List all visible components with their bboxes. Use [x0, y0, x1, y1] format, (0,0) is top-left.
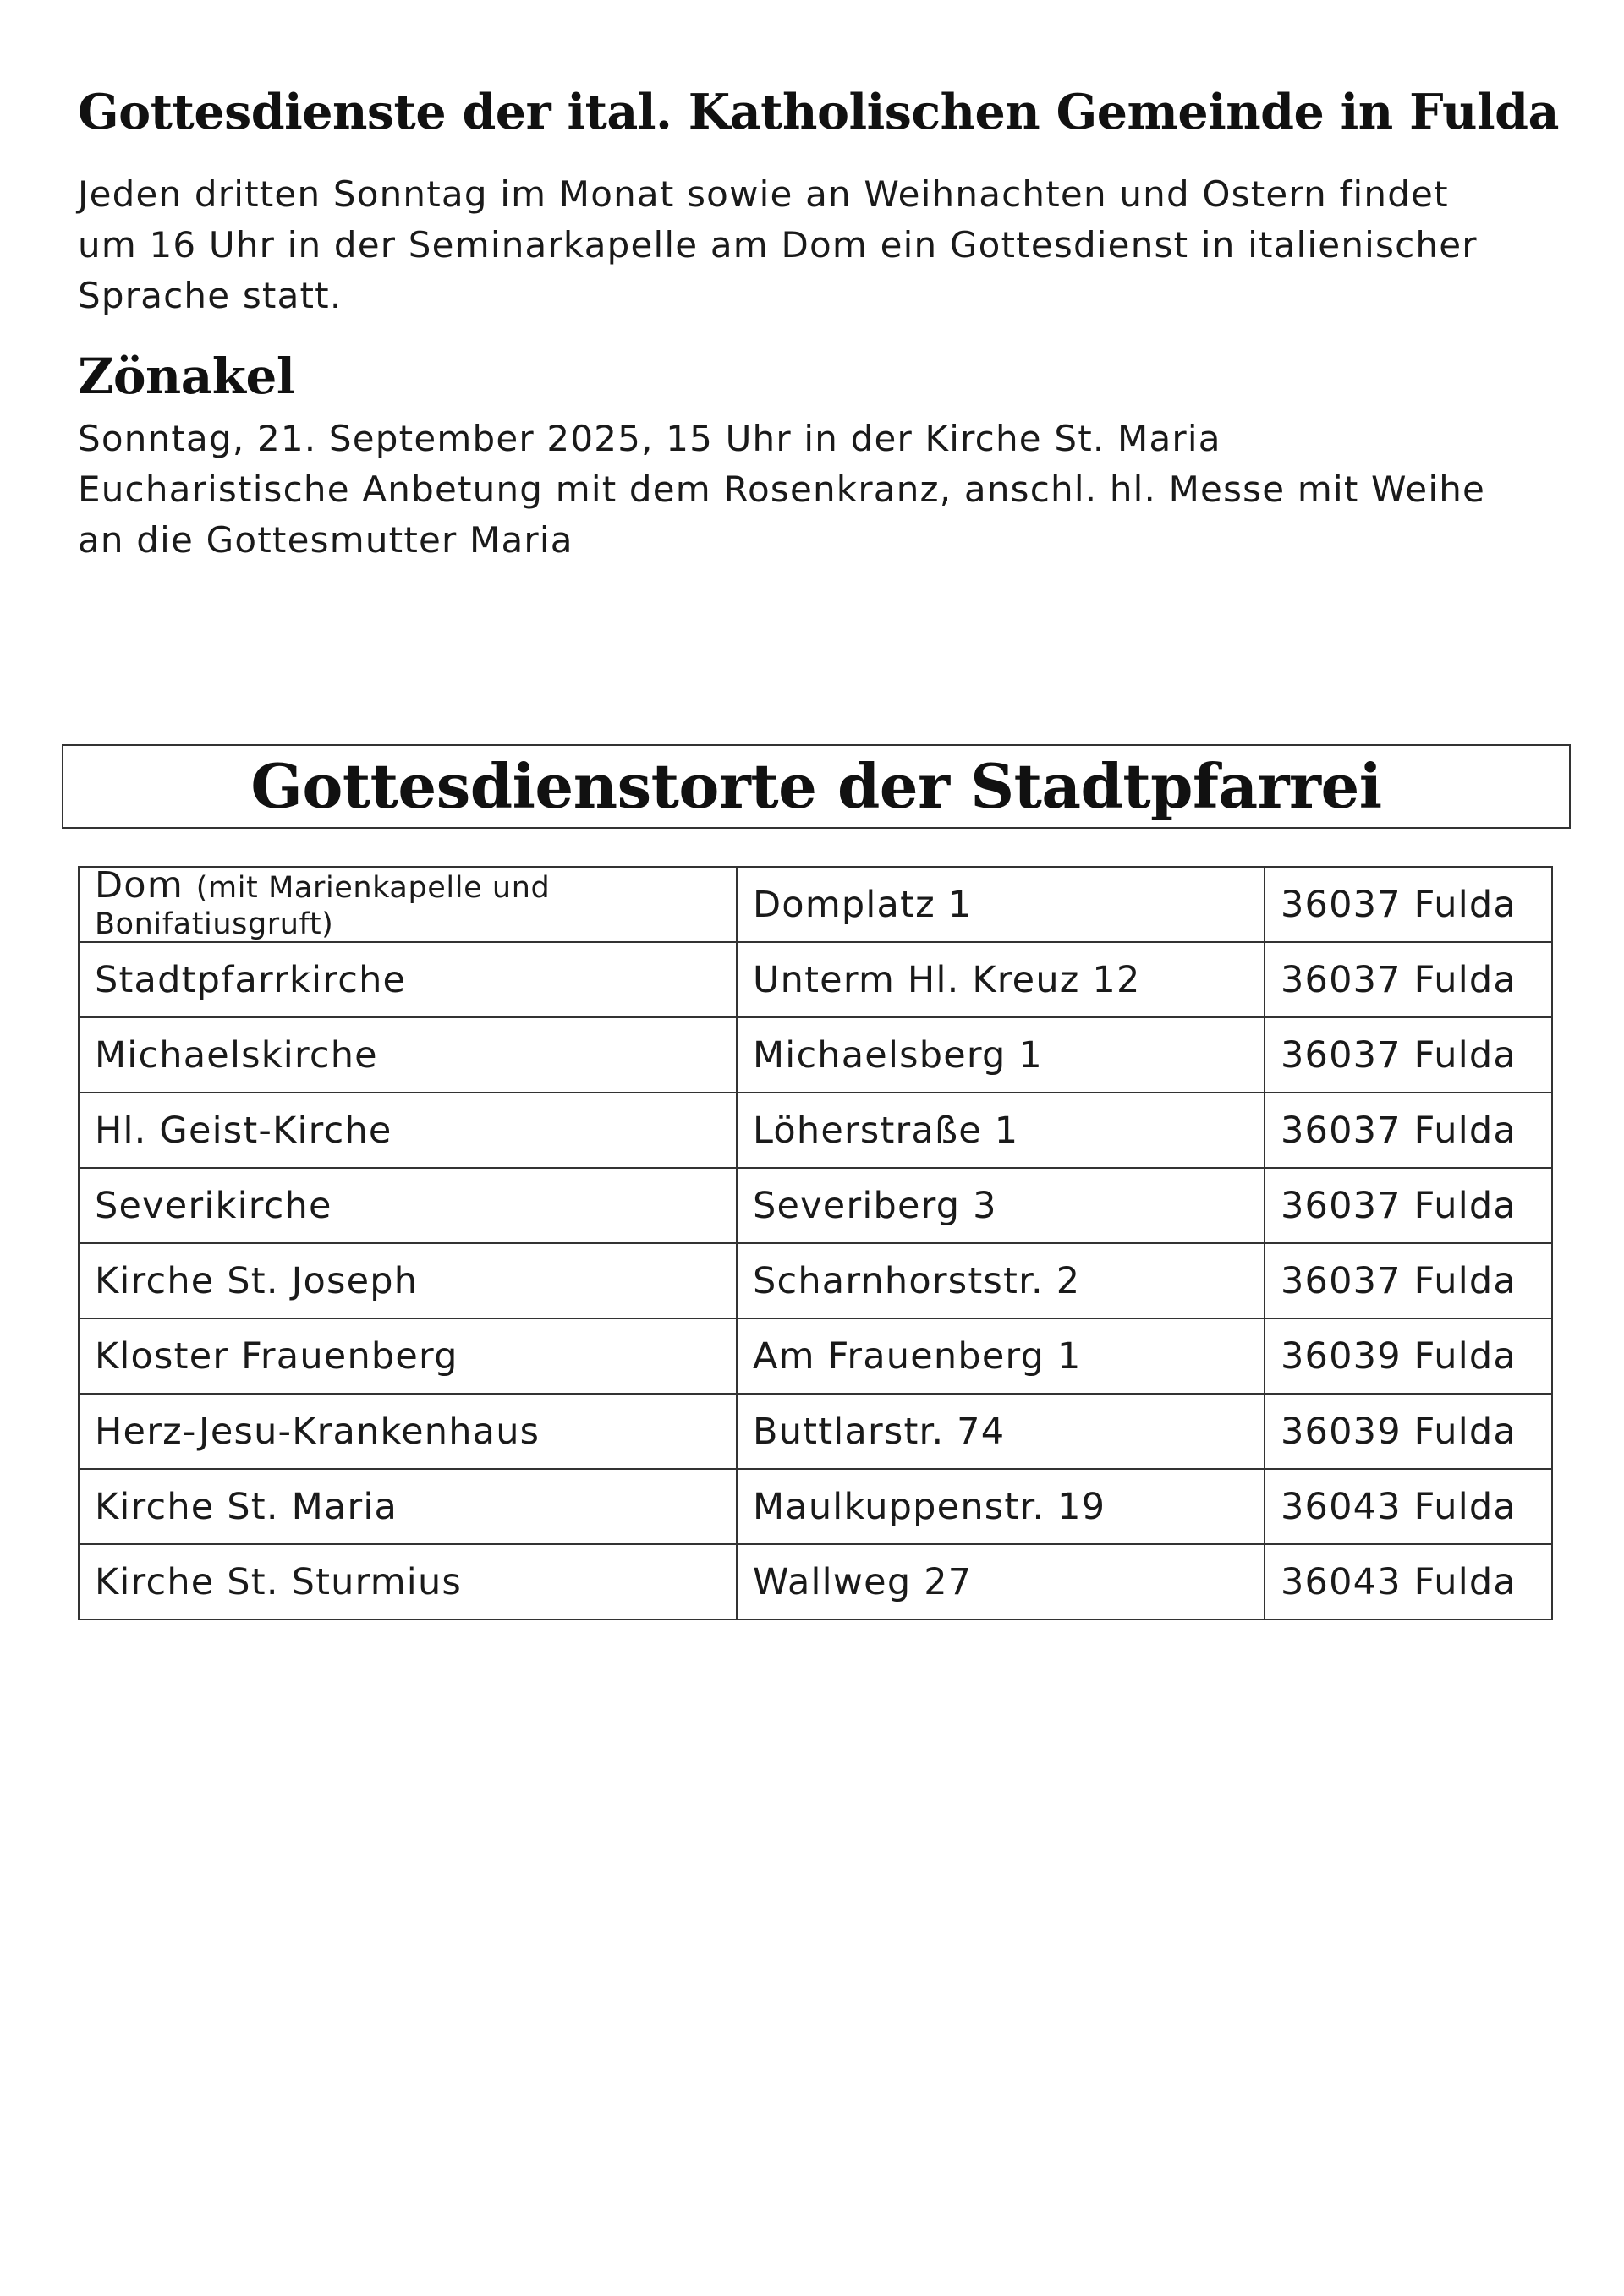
location-city: 36037 Fulda: [1265, 1168, 1552, 1243]
location-address: Wallweg 27: [737, 1544, 1265, 1619]
location-name-cell: [79, 1243, 737, 1318]
location-name: Stadtpfarrkirche: [95, 958, 407, 1001]
location-address: Buttlarstr. 74: [737, 1394, 1265, 1469]
location-name-cell: [79, 1469, 737, 1544]
location-name: Kirche St. Sturmius: [95, 1560, 463, 1603]
locations-table: [78, 863, 1553, 1620]
table-row: [79, 1168, 1552, 1243]
location-name: Hl. Geist-Kirche: [95, 1109, 392, 1152]
locations-title: Gottesdienstorte der Stadtpfarrei: [250, 750, 1382, 822]
location-name-cell: [79, 1544, 737, 1619]
location-city: 36043 Fulda: [1265, 1544, 1552, 1619]
location-address: Domplatz 1: [737, 867, 1265, 942]
location-city: 36037 Fulda: [1265, 1093, 1552, 1168]
zoenakel-heading: Zönakel: [78, 348, 295, 405]
location-city: 36037 Fulda: [1265, 867, 1552, 942]
table-row: [79, 1318, 1552, 1394]
zoenakel-line: Sonntag, 21. September 2025, 15 Uhr in der Kirche St. Maria: [78, 418, 1221, 459]
location-name: Michaelskirche: [95, 1033, 378, 1077]
location-name: Herz-Jesu-Krankenhaus: [95, 1410, 540, 1453]
location-name-cell: [79, 1093, 737, 1168]
location-city: 36039 Fulda: [1265, 1394, 1552, 1469]
location-name-with-note: [95, 863, 736, 941]
location-name: Severikirche: [95, 1184, 332, 1227]
location-city: 36037 Fulda: [1265, 1017, 1552, 1093]
location-name: Kirche St. Maria: [95, 1485, 398, 1528]
table-row: [79, 1544, 1552, 1619]
location-name-cell: [79, 1318, 737, 1394]
location-name-cell: [79, 1168, 737, 1243]
location-city: 36037 Fulda: [1265, 942, 1552, 1017]
table-row: [79, 1394, 1552, 1469]
location-address: Unterm Hl. Kreuz 12: [737, 942, 1265, 1017]
locations-table-body: [79, 863, 1552, 1619]
location-city: 36043 Fulda: [1265, 1469, 1552, 1544]
intro-line: um 16 Uhr in der Seminarkapelle am Dom ein Gottesdienst in italienischer: [78, 224, 1478, 266]
intro-line: Jeden dritten Sonntag im Monat sowie an Weihnachten und Ostern findet: [78, 173, 1449, 215]
location-name: Dom: [95, 863, 184, 907]
main-heading: Gottesdienste der ital. Katholischen Gemeinde in Fulda: [78, 84, 1559, 140]
table-row: [79, 1469, 1552, 1544]
location-name-cell: [79, 942, 737, 1017]
intro-paragraph: [78, 169, 1478, 321]
table-row: [79, 1093, 1552, 1168]
location-name-cell: [79, 863, 737, 942]
location-address: Scharnhorststr. 2: [737, 1243, 1265, 1318]
table-row: [79, 867, 1552, 942]
table-row: [79, 1243, 1552, 1318]
location-name: Kloster Frauenberg: [95, 1334, 458, 1378]
location-name: Kirche St. Joseph: [95, 1259, 419, 1302]
location-address: Löherstraße 1: [737, 1093, 1265, 1168]
location-note: (mit Marienkapelle und Bonifatiusgruft): [95, 870, 551, 941]
location-address: Michaelsberg 1: [737, 1017, 1265, 1093]
zoenakel-line: Eucharistische Anbetung mit dem Rosenkranz, anschl. hl. Messe mit Weihe: [78, 469, 1486, 510]
zoenakel-line: an die Gottesmutter Maria: [78, 519, 573, 561]
zoenakel-paragraph: [78, 414, 1485, 566]
location-city: 36039 Fulda: [1265, 1318, 1552, 1394]
location-address: Am Frauenberg 1: [737, 1318, 1265, 1394]
table-row: [79, 942, 1552, 1017]
location-address: Maulkuppenstr. 19: [737, 1469, 1265, 1544]
location-name-cell: [79, 1017, 737, 1093]
location-name-cell: [79, 1394, 737, 1469]
table-row: [79, 1017, 1552, 1093]
location-address: Severiberg 3: [737, 1168, 1265, 1243]
location-city: 36037 Fulda: [1265, 1243, 1552, 1318]
locations-title-box: [62, 744, 1571, 829]
intro-line: Sprache statt.: [78, 275, 343, 316]
